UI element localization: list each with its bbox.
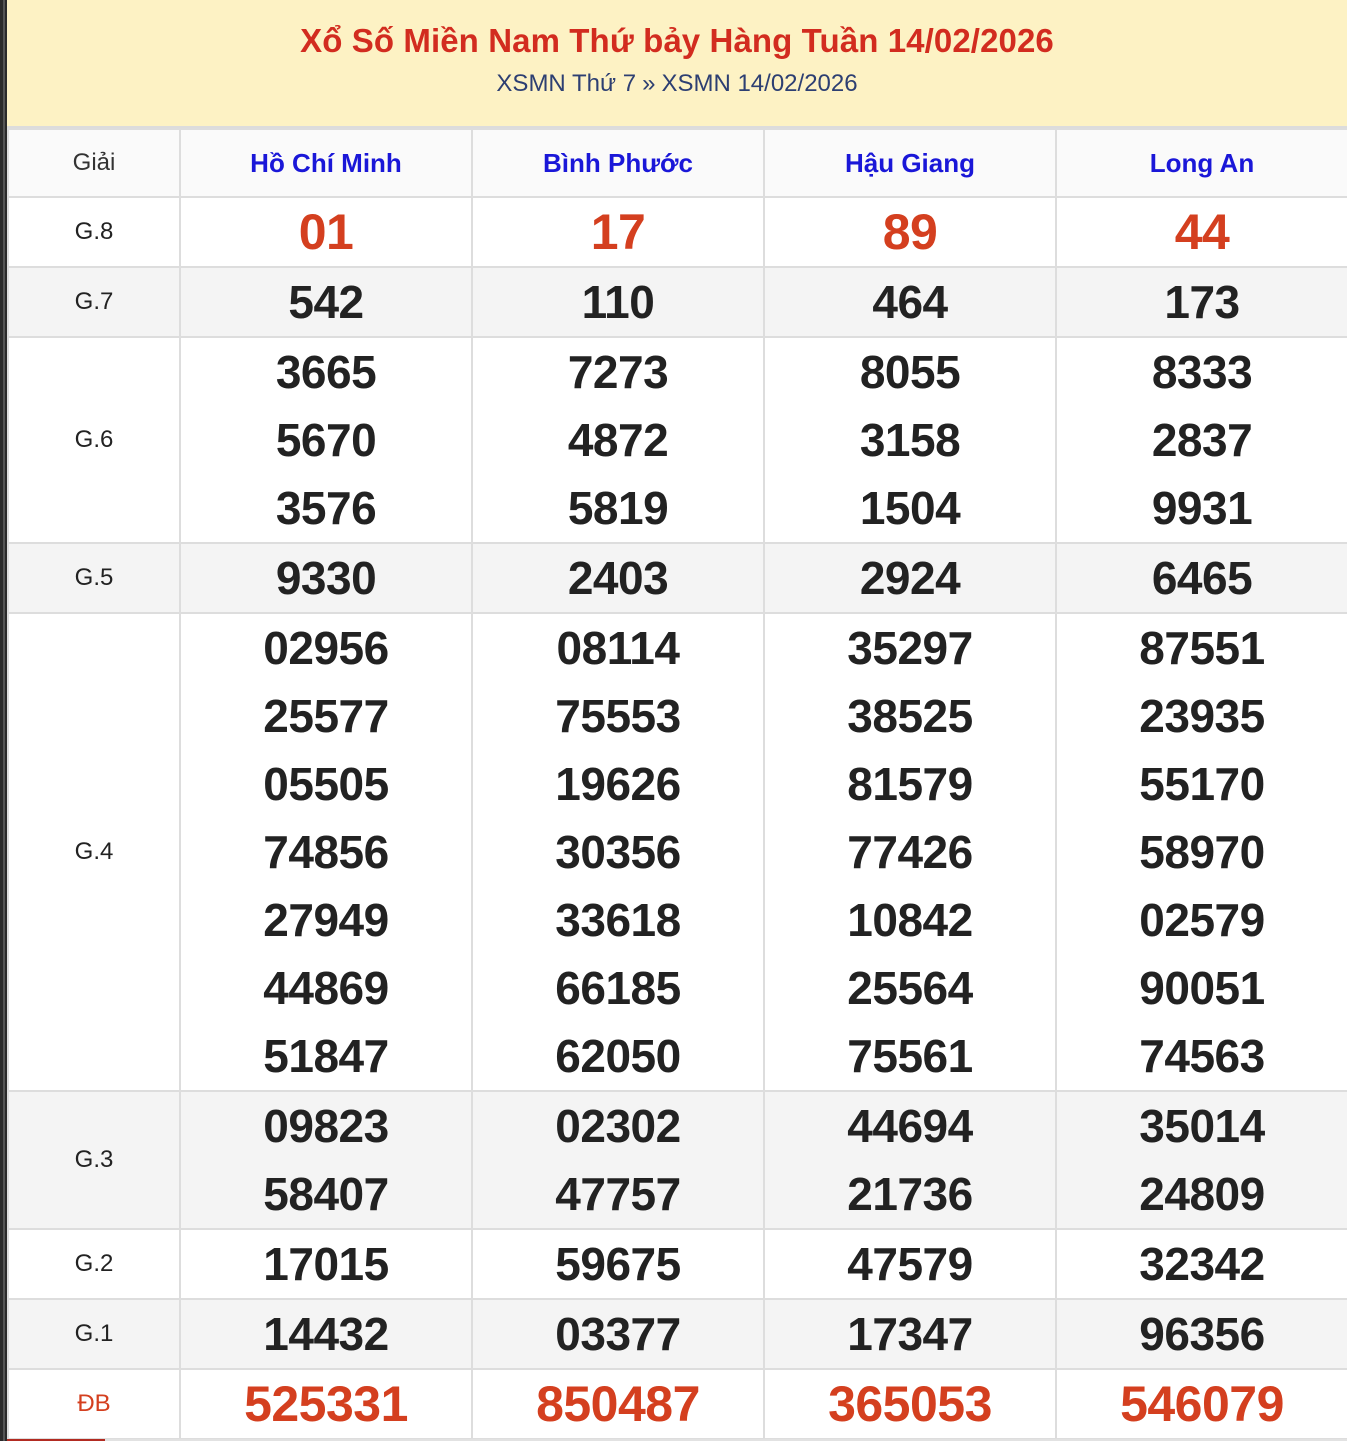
result-number: 464: [872, 276, 948, 328]
prize-column-header: Giải: [8, 129, 180, 197]
result-cell: [764, 1299, 1056, 1369]
breadcrumb-xsmn-date[interactable]: XSMN 14/02/2026: [661, 70, 858, 97]
result-number: 3158: [859, 414, 961, 466]
result-number: 25564: [847, 962, 973, 1014]
prize-row-g6: [8, 337, 1347, 543]
result-number: 05505: [263, 758, 389, 810]
special-prize-number: 365053: [828, 1376, 992, 1432]
breadcrumb-separator: »: [642, 70, 656, 97]
result-number: 27949: [263, 894, 389, 946]
result-number: 17015: [263, 1238, 389, 1290]
result-number: 17347: [847, 1308, 973, 1360]
special-prize-number: 525331: [244, 1376, 408, 1432]
result-number: 2403: [567, 552, 669, 604]
prize-row-special: [8, 1369, 1347, 1439]
result-number: 542: [288, 276, 364, 328]
result-number: 03377: [555, 1308, 681, 1360]
prize-label: G.6: [8, 337, 180, 543]
prize-row-g2: [8, 1229, 1347, 1299]
result-cell: [180, 1299, 472, 1369]
result-cell: [764, 1091, 1056, 1229]
result-cell: [180, 1091, 472, 1229]
result-number: 75561: [847, 1030, 973, 1082]
result-number: 3665: [275, 346, 377, 398]
result-cell: [472, 1299, 764, 1369]
prize-label: G.7: [8, 267, 180, 337]
result-cell: [1056, 267, 1347, 337]
result-number: 17: [590, 204, 646, 260]
result-cell: [180, 543, 472, 613]
result-number: 110: [581, 276, 655, 328]
result-number: 6465: [1151, 552, 1253, 604]
result-number: 02579: [1139, 894, 1265, 946]
province-header-long-an[interactable]: Long An: [1056, 129, 1347, 197]
result-cell: [764, 267, 1056, 337]
prize-row-g1: [8, 1299, 1347, 1369]
result-number: 33618: [555, 894, 681, 946]
result-number: 44: [1174, 204, 1230, 260]
result-number: 30356: [555, 826, 681, 878]
prize-label: G.5: [8, 543, 180, 613]
prize-row-g5: [8, 543, 1347, 613]
result-cell: [180, 1229, 472, 1299]
result-number: 81579: [847, 758, 973, 810]
result-number: 21736: [847, 1168, 973, 1220]
prize-row-g7: [8, 267, 1347, 337]
result-number: 47757: [555, 1168, 681, 1220]
prize-label: G.4: [8, 613, 180, 1091]
result-cell: [1056, 337, 1347, 543]
result-number: 5670: [275, 414, 377, 466]
prize-label-special: ĐB: [8, 1369, 180, 1439]
result-number: 35014: [1139, 1100, 1265, 1152]
result-number: 8333: [1151, 346, 1253, 398]
prize-label: G.8: [8, 197, 180, 267]
result-cell: [180, 267, 472, 337]
result-number: 90051: [1139, 962, 1265, 1014]
prize-row-g4: [8, 613, 1347, 1091]
result-number: 19626: [555, 758, 681, 810]
result-number: 4872: [567, 414, 669, 466]
result-cell: [472, 267, 764, 337]
lottery-results-table: [7, 128, 1347, 1440]
result-number: 14432: [263, 1308, 389, 1360]
result-cell: [1056, 543, 1347, 613]
prize-label: G.1: [8, 1299, 180, 1369]
result-number: 75553: [555, 690, 681, 742]
result-cell: [764, 1229, 1056, 1299]
result-number: 24809: [1139, 1168, 1265, 1220]
result-number: 87551: [1139, 622, 1265, 674]
result-number: 10842: [847, 894, 973, 946]
result-number: 25577: [263, 690, 389, 742]
result-number: 44694: [847, 1100, 973, 1152]
result-cell: [764, 543, 1056, 613]
result-number: 89: [882, 204, 938, 260]
result-cell: [472, 543, 764, 613]
result-cell: [1056, 197, 1347, 267]
prize-label: G.2: [8, 1229, 180, 1299]
result-number: 47579: [847, 1238, 973, 1290]
result-number: 59675: [555, 1238, 681, 1290]
result-number: 51847: [263, 1030, 389, 1082]
result-number: 58970: [1139, 826, 1265, 878]
result-number: 8055: [859, 346, 961, 398]
result-cell: [1056, 613, 1347, 1091]
result-cell: [764, 337, 1056, 543]
special-prize-number: 546079: [1120, 1376, 1284, 1432]
result-cell: [180, 337, 472, 543]
breadcrumb-xsmn-thu-7[interactable]: XSMN Thứ 7: [496, 70, 637, 97]
result-number: 44869: [263, 962, 389, 1014]
result-cell: [180, 197, 472, 267]
result-number: 55170: [1139, 758, 1265, 810]
result-cell: [472, 613, 764, 1091]
result-cell: [1056, 1299, 1347, 1369]
result-number: 9931: [1151, 482, 1253, 534]
province-header-hau-giang[interactable]: Hậu Giang: [764, 129, 1056, 197]
prize-row-g3: [8, 1091, 1347, 1229]
special-prize-number: 850487: [536, 1376, 700, 1432]
result-cell: [472, 197, 764, 267]
prize-row-g8: [8, 197, 1347, 267]
result-number: 08114: [556, 622, 680, 674]
result-number: 5819: [567, 482, 669, 534]
result-number: 77426: [847, 826, 973, 878]
results-header: [7, 0, 1347, 128]
page-title: Xổ Số Miền Nam Thứ bảy Hàng Tuần 14/02/2026: [300, 22, 1054, 59]
result-number: 3576: [275, 482, 377, 534]
result-number: 2924: [859, 552, 961, 604]
result-cell: [1056, 1369, 1347, 1439]
prize-label: G.3: [8, 1091, 180, 1229]
result-cell: [180, 1369, 472, 1439]
result-cell: [764, 1369, 1056, 1439]
result-number: 02956: [263, 622, 389, 674]
result-number: 2837: [1151, 414, 1253, 466]
result-cell: [472, 337, 764, 543]
result-number: 1504: [859, 482, 961, 534]
result-number: 62050: [555, 1030, 681, 1082]
result-number: 74563: [1139, 1030, 1265, 1082]
result-number: 32342: [1139, 1238, 1265, 1290]
result-number: 09823: [263, 1100, 389, 1152]
result-number: 7273: [567, 346, 669, 398]
result-cell: [472, 1229, 764, 1299]
result-cell: [1056, 1091, 1347, 1229]
result-number: 02302: [555, 1100, 681, 1152]
result-cell: [472, 1369, 764, 1439]
result-number: 35297: [847, 622, 973, 674]
breadcrumb: [7, 70, 1347, 98]
province-header-ho-chi-minh[interactable]: Hồ Chí Minh: [180, 129, 472, 197]
result-cell: [180, 613, 472, 1091]
window-left-edge: [0, 0, 7, 1441]
province-header-binh-phuoc[interactable]: Bình Phước: [472, 129, 764, 197]
result-number: 96356: [1139, 1308, 1265, 1360]
result-number: 58407: [263, 1168, 389, 1220]
result-number: 66185: [555, 962, 681, 1014]
result-number: 9330: [275, 552, 377, 604]
result-number: 23935: [1139, 690, 1265, 742]
result-cell: [1056, 1229, 1347, 1299]
result-cell: [472, 1091, 764, 1229]
result-cell: [764, 613, 1056, 1091]
result-number: 01: [298, 204, 354, 260]
result-number: 38525: [847, 690, 973, 742]
result-cell: [764, 197, 1056, 267]
result-number: 173: [1164, 276, 1240, 328]
results-container: [7, 0, 1347, 1440]
result-number: 74856: [263, 826, 389, 878]
table-header-row: [8, 129, 1347, 197]
